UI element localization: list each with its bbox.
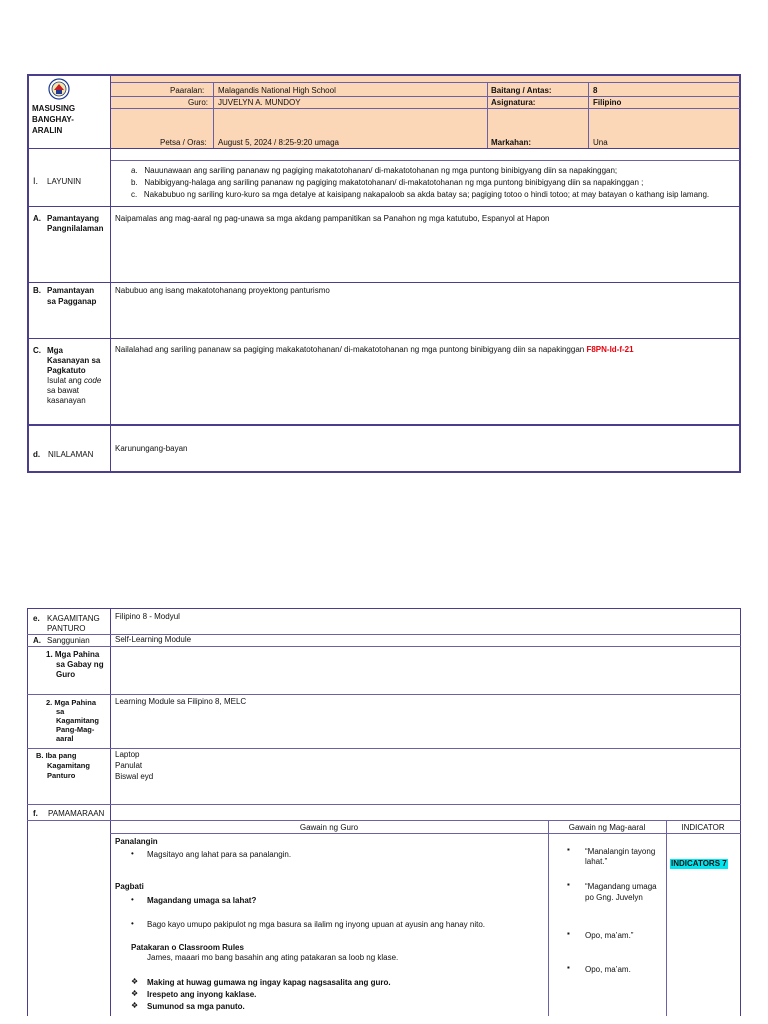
nilalaman-label: NILALAMAN xyxy=(48,450,94,459)
layunin-label: LAYUNIN xyxy=(47,177,82,186)
asignatura-value: Filipino xyxy=(593,98,622,107)
pahina-label-1: 2. Mga Pahina xyxy=(46,698,97,707)
iba-label-3: Panturo xyxy=(47,771,76,780)
pamamaraan-label: PAMAMARAAN xyxy=(48,809,105,818)
pagganap-text: Nabubuo ang isang makatotohanang proyektong panturismo xyxy=(115,286,330,295)
diamond-bullet: ❖ xyxy=(131,989,139,998)
sanggunian-num: A. xyxy=(33,636,41,645)
patakaran-text: James, maaari mo bang basahin ang ating patakaran sa loob ng klase. xyxy=(147,953,399,962)
rule-1: Making at huwag gumawa ng ingay kapag nagsasalita ang guro. xyxy=(147,978,391,987)
gabay-label-3: Guro xyxy=(56,670,76,679)
pamantayang-label-2: Pangnilalaman xyxy=(47,224,104,233)
iba-item-biswal: Biswal eyd xyxy=(115,772,154,781)
asignatura-label: Asignatura: xyxy=(491,98,536,107)
gabay-label-2: sa Gabay ng xyxy=(56,660,104,669)
pagbati-title: Pagbati xyxy=(115,882,144,891)
pamamaraan-num: f. xyxy=(33,809,38,818)
sanggunian-label: Sanggunian xyxy=(47,636,90,645)
diamond-bullet: ❖ xyxy=(131,1001,139,1010)
pagbati-item: Magandang umaga sa lahat? xyxy=(147,896,257,905)
gabay-label-1: 1. Mga Pahina xyxy=(46,650,100,659)
bullet-dot: • xyxy=(131,895,134,904)
square-bullet: ▪ xyxy=(567,929,570,938)
competency-code: F8PN-Id-f-21 xyxy=(586,345,634,354)
pamantayang-label-1: Pamantayang xyxy=(47,214,100,223)
panalangin-item: Magsitayo ang lahat para sa panalangin. xyxy=(147,850,292,859)
iba-item-panulat: Panulat xyxy=(115,761,143,770)
kasanayan-text: Nailalahad ang sariling pananaw sa pagiging makakatotohanan/ di-makatotohanan ng mga puntong binibigyang diin sa napakinggan F8PN-Id-f-21 xyxy=(115,345,634,354)
layunin-item-a: a. Nauunawaan ang sariling pananaw ng pagiging makatotohanan/ di-makatotohanan ng mga puntong binibigyang diin sa napakinggan; xyxy=(131,166,618,175)
col-gawain-mag-aaral: Gawain ng Mag-aaral xyxy=(568,823,646,832)
pahina-label-2: sa xyxy=(56,707,65,716)
pahina-label-5: aaral xyxy=(56,734,74,743)
response-3: Opo, ma’am.” xyxy=(585,931,634,940)
deped-seal-logo xyxy=(48,78,70,100)
kasanayan-label-2: Kasanayan sa xyxy=(47,356,101,365)
paaralan-value: Malagandis National High School xyxy=(218,86,336,95)
sanggunian-text: Self-Learning Module xyxy=(115,635,192,644)
response-1-line-2: lahat.” xyxy=(585,857,608,866)
kasanayan-note-3: kasanayan xyxy=(47,396,86,405)
iba-label-1: B. Iba pang xyxy=(36,751,77,760)
kasanayan-num: C. xyxy=(33,346,41,355)
kasanayan-label-1: Mga xyxy=(47,346,63,355)
pagganap-label-2: sa Pagganap xyxy=(47,297,97,306)
markahan-value: Una xyxy=(593,138,608,147)
upo-item: Bago kayo umupo pakipulot ng mga basura sa ilalim ng inyong upuan at ayusin ang hanay nito. xyxy=(147,920,486,929)
guro-value: JUVELYN A. MUNDOY xyxy=(218,98,301,107)
nilalaman-num: d. xyxy=(33,450,41,459)
guro-label: Guro: xyxy=(188,98,209,107)
kagamitan-label-1: KAGAMITANG xyxy=(47,614,100,623)
baitang-value: 8 xyxy=(593,86,598,95)
pagganap-label-1: Pamantayan xyxy=(47,286,95,295)
paaralan-label: Paaralan: xyxy=(170,86,205,95)
kasanayan-note-2: sa bawat xyxy=(47,386,80,395)
response-2-line-1: “Magandang umaga xyxy=(585,882,657,891)
markahan-label: Markahan: xyxy=(491,138,532,147)
kasanayan-label-3: Pagkatuto xyxy=(47,366,86,375)
response-2-line-2: po Gng. Juvelyn xyxy=(585,893,643,902)
diamond-bullet: ❖ xyxy=(131,977,139,986)
kagamitan-num: e. xyxy=(33,614,40,623)
nilalaman-text: Karunungang-bayan xyxy=(115,444,188,453)
panalangin-title: Panalangin xyxy=(115,837,158,846)
pahina-label-3: Kagamitang xyxy=(56,716,99,725)
layunin-item-b: b. Nabibigyang-halaga ang sariling pananaw ng pagiging makatotohanan/ di-makatotohanan ng mga puntong binibigyang diin sa napakinggan ; xyxy=(131,178,644,187)
square-bullet: ▪ xyxy=(567,845,570,854)
iba-item-laptop: Laptop xyxy=(115,750,140,759)
layunin-item-c: c. Nakabubuo ng sariling kuro-kuro sa mga detalye at kaisipang nakapaloob sa akda batay sa; pagiging totoo o hindi totoo; at may batayan o kathang isip lamang. xyxy=(131,190,710,199)
iba-label-2: Kagamitang xyxy=(47,761,90,770)
response-1-line-1: “Manalangin tayong xyxy=(585,847,656,856)
lesson-plan-title: MASUSING BANGHAY-ARALIN xyxy=(32,104,76,135)
kasanayan-note-1: Isulat ang code xyxy=(47,376,102,385)
col-indicator: INDICATOR xyxy=(681,823,725,832)
pahina-label-4: Pang-Mag- xyxy=(56,725,95,734)
layunin-num: I. xyxy=(33,176,39,186)
petsa-label: Petsa / Oras: xyxy=(160,138,207,147)
square-bullet: ▪ xyxy=(567,963,570,972)
baitang-label: Baitang / Antas: xyxy=(491,86,552,95)
petsa-value: August 5, 2024 / 8:25-9:20 umaga xyxy=(218,138,339,147)
kagamitan-text: Filipino 8 - Modyul xyxy=(115,612,180,621)
square-bullet: ▪ xyxy=(567,880,570,889)
pamantayang-text: Naipamalas ang mag-aaral ng pag-unawa sa mga akdang pampanitikan sa Panahon ng mga katutubo, Espanyol at Hapon xyxy=(115,214,550,223)
col-gawain-guro: Gawain ng Guro xyxy=(299,823,359,832)
indicator-badge: INDICATORS 7 xyxy=(671,859,727,868)
pagganap-num: B. xyxy=(33,286,41,295)
pamantayang-num: A. xyxy=(33,214,41,223)
pahina-text: Learning Module sa Filipino 8, MELC xyxy=(115,697,247,706)
rule-2: Irespeto ang inyong kaklase. xyxy=(147,990,257,999)
response-4: Opo, ma’am. xyxy=(585,965,631,974)
rule-3: Sumunod sa mga panuto. xyxy=(147,1002,245,1011)
bullet-dot: • xyxy=(131,919,134,928)
bullet-dot: • xyxy=(131,849,134,858)
patakaran-title: Patakaran o Classroom Rules xyxy=(131,943,244,952)
kagamitan-label-2: PANTURO xyxy=(47,624,86,633)
